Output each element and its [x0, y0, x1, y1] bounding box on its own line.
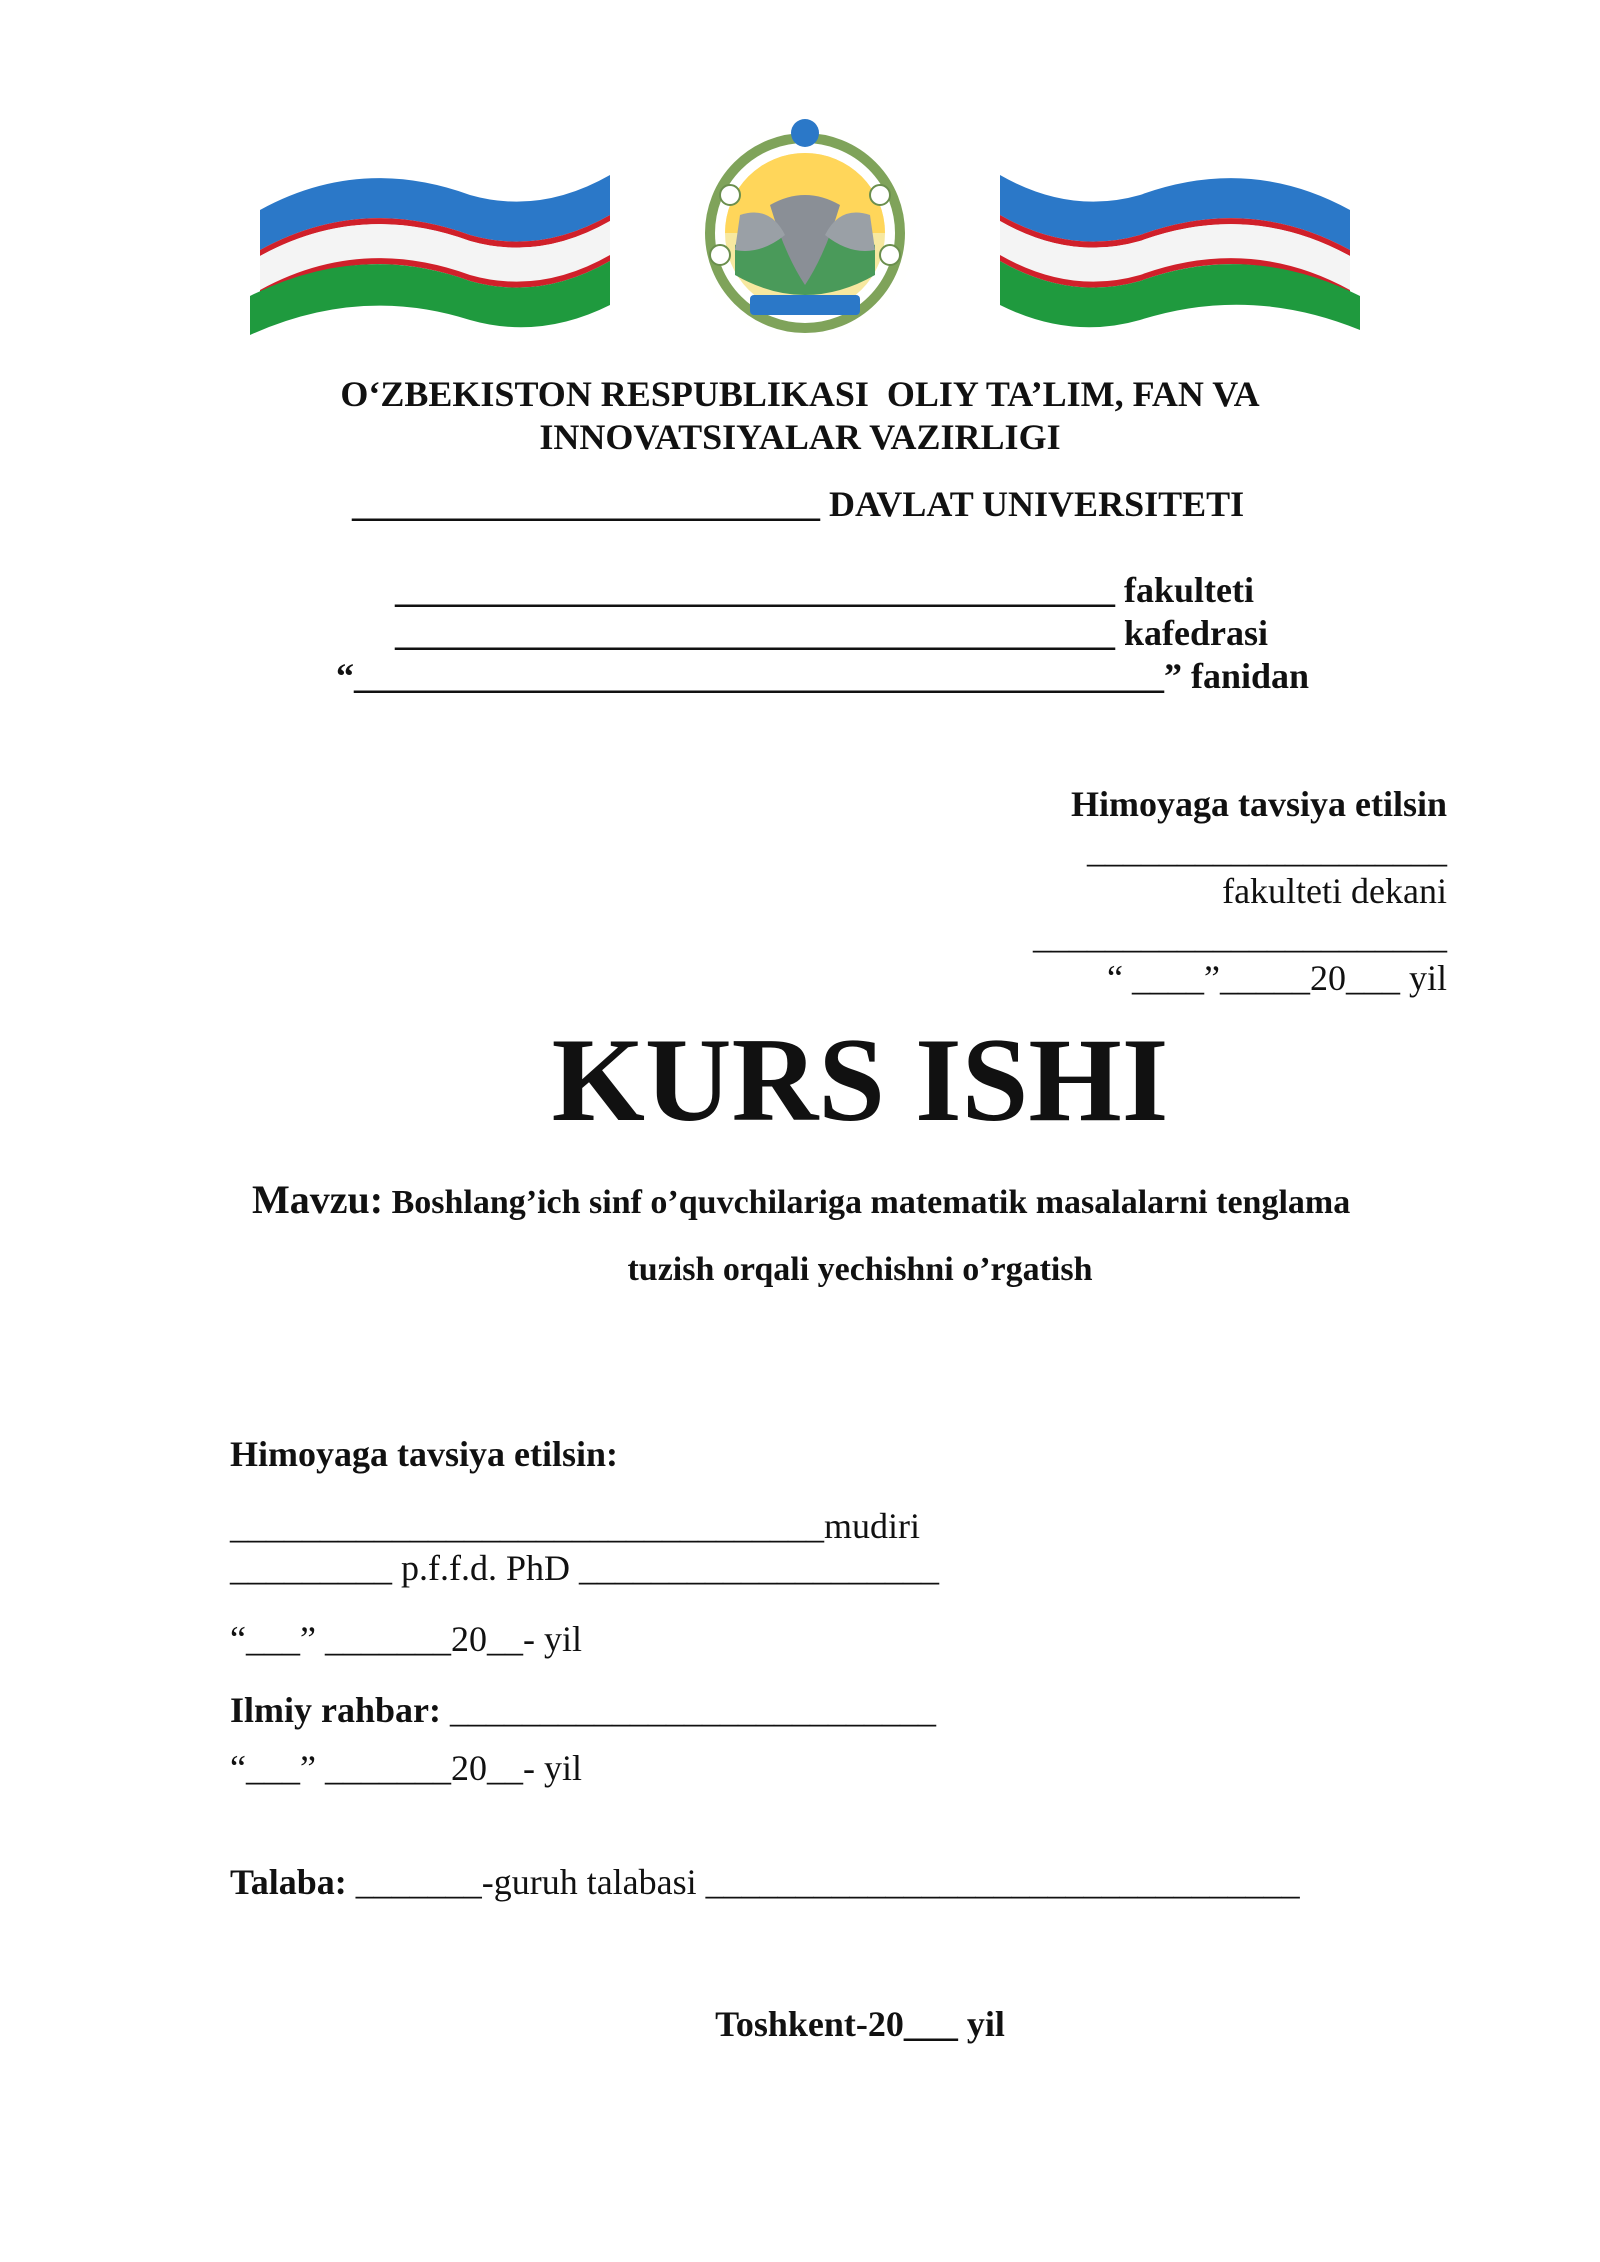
- approval-date-2: “___” _______20__- yil: [230, 1748, 582, 1788]
- city-year: Toshkent-20___ yil: [715, 2004, 1005, 2044]
- approval-bottom-title: Himoyaga tavsiya etilsin:: [230, 1434, 618, 1474]
- topic-text-1: Boshlang’ich sinf o’quvchilariga matematik masalalarni tenglama: [391, 1184, 1351, 1221]
- approval-top-title: Himoyaga tavsiya etilsin: [1071, 784, 1447, 824]
- student-blank: _______-guruh talabasi _________________________________: [346, 1862, 1300, 1902]
- approval-top-line-2: _______________________: [1033, 916, 1447, 956]
- coat-of-arms-icon: [685, 115, 925, 340]
- faculty-line: ________________________________________ fakulteti: [395, 570, 1254, 610]
- topic-label: Mavzu:: [252, 1177, 384, 1222]
- student-label: Talaba:: [230, 1862, 347, 1902]
- document-title: KURS ISHI: [551, 1013, 1169, 1146]
- approval-top-date: “ ____”_____20___ yil: [1107, 958, 1447, 998]
- ministry-line-2: INNOVATSIYALAR VAZIRLIGI: [539, 417, 1061, 457]
- approval-top-line-1: ____________________: [1087, 830, 1447, 870]
- ministry-line-1: O‘ZBEKISTON RESPUBLIKASI OLIY TA’LIM, FAN VA: [340, 374, 1260, 414]
- state-emblem-with-flags-icon: [240, 115, 1370, 340]
- degree-line: _________ p.f.f.d. PhD ____________________: [230, 1548, 939, 1588]
- subject-line: “_____________________________________________” fanidan: [336, 656, 1310, 696]
- right-flag-icon: [1000, 175, 1360, 330]
- department-line: ________________________________________ kafedrasi: [395, 613, 1268, 653]
- topic-line-1: [252, 1175, 1350, 1228]
- head-line: _________________________________mudiri: [230, 1506, 920, 1546]
- supervisor-line: [230, 1688, 936, 1732]
- university-line: __________________________ DAVLAT UNIVERSITETI: [352, 484, 1245, 524]
- dean-label: fakulteti dekani: [1222, 871, 1447, 911]
- left-flag-icon: [250, 175, 610, 335]
- student-line: [230, 1860, 1300, 1904]
- supervisor-blank: ___________________________: [441, 1690, 936, 1730]
- approval-date-1: “___” _______20__- yil: [230, 1619, 582, 1659]
- topic-line-2: tuzish orqali yechishni o’rgatish: [627, 1251, 1093, 1288]
- supervisor-label: Ilmiy rahbar:: [230, 1690, 441, 1730]
